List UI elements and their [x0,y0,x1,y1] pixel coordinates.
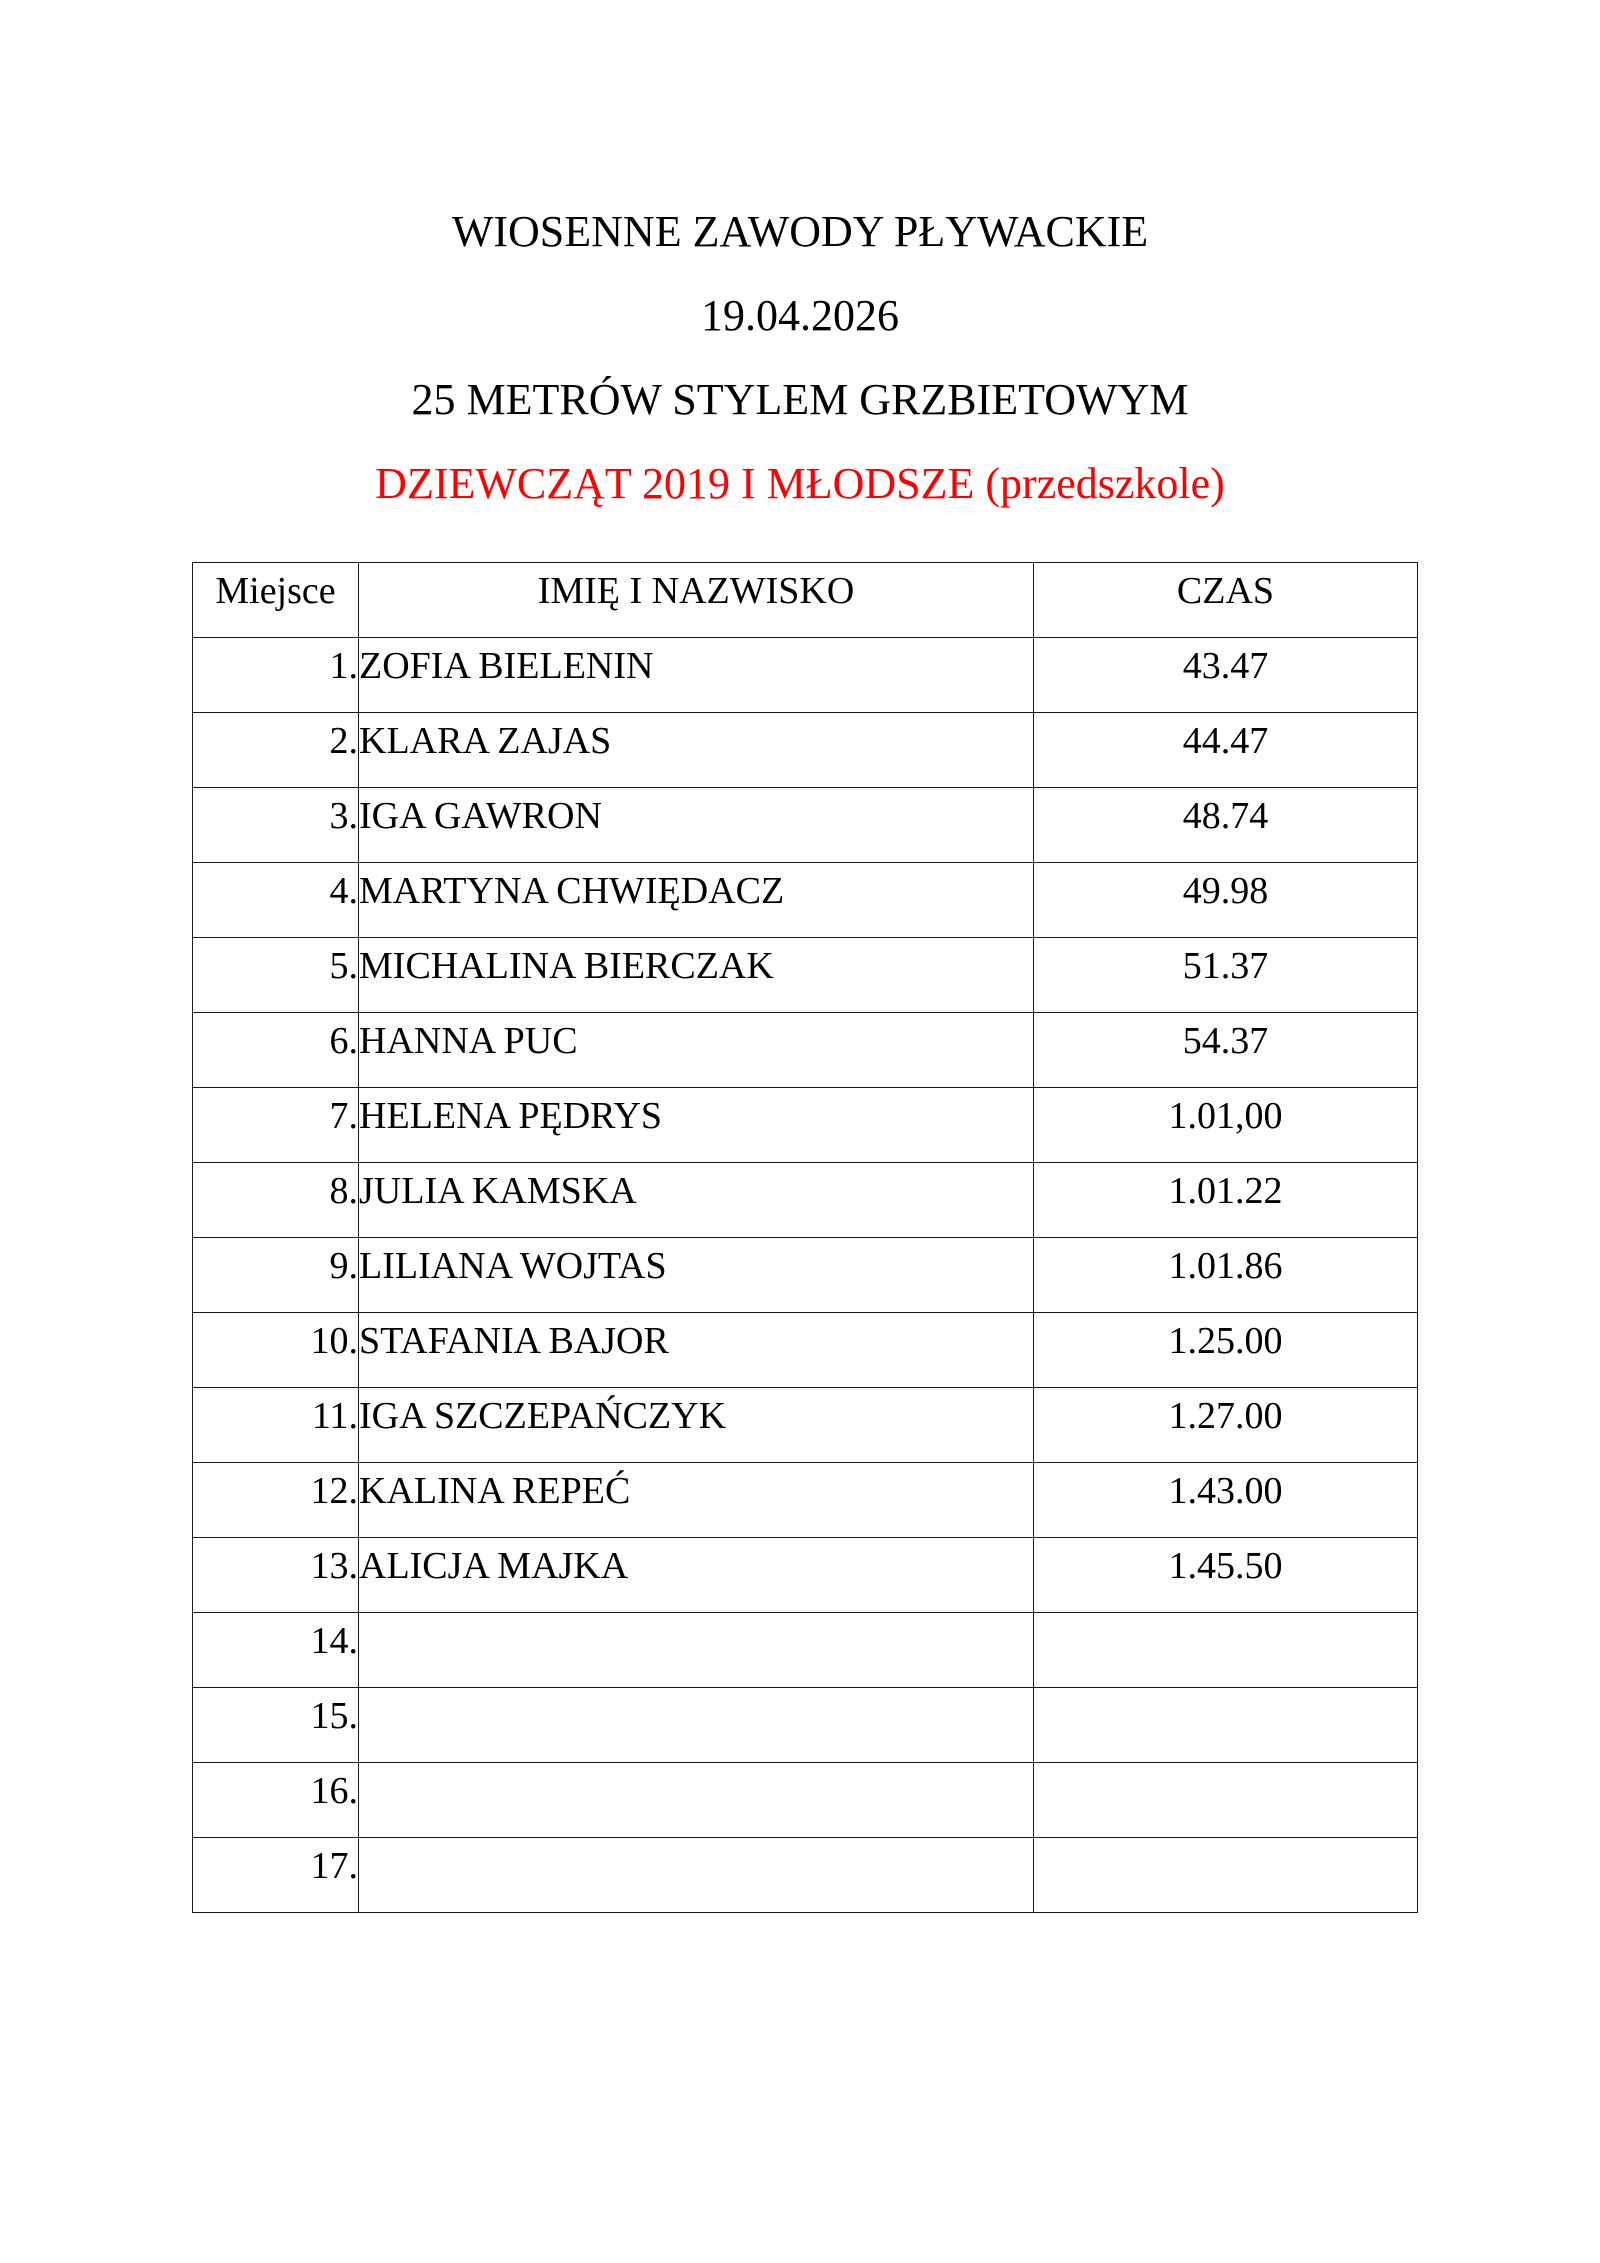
name-cell [359,1763,1034,1838]
name-cell: STAFANIA BAJOR [359,1313,1034,1388]
age-category: DZIEWCZĄT 2019 I MŁODSZE (przedszkole) [375,459,1225,508]
time-cell: 1.01,00 [1034,1088,1418,1163]
place-cell: 11. [193,1388,359,1463]
table-header-row [193,563,1418,638]
table-row [193,1388,1418,1463]
time-cell [1034,1763,1418,1838]
place-cell: 2. [193,713,359,788]
time-cell: 51.37 [1034,938,1418,1013]
name-cell [359,1688,1034,1763]
time-cell [1034,1613,1418,1688]
name-cell: HANNA PUC [359,1013,1034,1088]
place-cell: 8. [193,1163,359,1238]
time-cell: 1.43.00 [1034,1463,1418,1538]
table-row [193,638,1418,713]
time-cell: 1.01.86 [1034,1238,1418,1313]
name-cell: MARTYNA CHWIĘDACZ [359,863,1034,938]
competition-title: WIOSENNE ZAWODY PŁYWACKIE [451,207,1149,256]
place-cell: 16. [193,1763,359,1838]
column-header-name: IMIĘ I NAZWISKO [359,563,1034,638]
place-cell: 3. [193,788,359,863]
place-cell: 6. [193,1013,359,1088]
table-row [193,788,1418,863]
name-cell: ALICJA MAJKA [359,1538,1034,1613]
table-row [193,1838,1418,1913]
table-row [193,1163,1418,1238]
table-row [193,1538,1418,1613]
table-row [193,713,1418,788]
place-cell: 14. [193,1613,359,1688]
table-row [193,1763,1418,1838]
place-cell: 5. [193,938,359,1013]
place-cell: 10. [193,1313,359,1388]
table-row [193,1613,1418,1688]
column-header-place: Miejsce [193,563,359,638]
column-header-time: CZAS [1034,563,1418,638]
name-cell: HELENA PĘDRYS [359,1088,1034,1163]
results-body [193,638,1418,1913]
name-cell [359,1838,1034,1913]
time-cell: 1.45.50 [1034,1538,1418,1613]
name-cell: KLARA ZAJAS [359,713,1034,788]
table-row [193,1313,1418,1388]
name-cell: IGA GAWRON [359,788,1034,863]
time-cell: 48.74 [1034,788,1418,863]
time-cell: 44.47 [1034,713,1418,788]
time-cell: 43.47 [1034,638,1418,713]
name-cell: LILIANA WOJTAS [359,1238,1034,1313]
competition-date: 19.04.2026 [701,291,899,340]
time-cell [1034,1838,1418,1913]
time-cell: 49.98 [1034,863,1418,938]
name-cell: KALINA REPEĆ [359,1463,1034,1538]
event-name: 25 METRÓW STYLEM GRZBIETOWYM [411,375,1189,424]
place-cell: 1. [193,638,359,713]
time-cell: 1.01.22 [1034,1163,1418,1238]
table-row [193,1013,1418,1088]
table-row [193,938,1418,1013]
place-cell: 4. [193,863,359,938]
table-row [193,1238,1418,1313]
time-cell: 1.27.00 [1034,1388,1418,1463]
place-cell: 13. [193,1538,359,1613]
time-cell: 1.25.00 [1034,1313,1418,1388]
time-cell [1034,1688,1418,1763]
table-row [193,1688,1418,1763]
table-row [193,863,1418,938]
table-row [193,1088,1418,1163]
name-cell [359,1613,1034,1688]
time-cell: 54.37 [1034,1013,1418,1088]
place-cell: 12. [193,1463,359,1538]
place-cell: 9. [193,1238,359,1313]
place-cell: 17. [193,1838,359,1913]
place-cell: 7. [193,1088,359,1163]
name-cell: IGA SZCZEPAŃCZYK [359,1388,1034,1463]
table-row [193,1463,1418,1538]
place-cell: 15. [193,1688,359,1763]
name-cell: ZOFIA BIELENIN [359,638,1034,713]
results-table [192,562,1418,1913]
name-cell: MICHALINA BIERCZAK [359,938,1034,1013]
name-cell: JULIA KAMSKA [359,1163,1034,1238]
document-header [0,190,1600,526]
